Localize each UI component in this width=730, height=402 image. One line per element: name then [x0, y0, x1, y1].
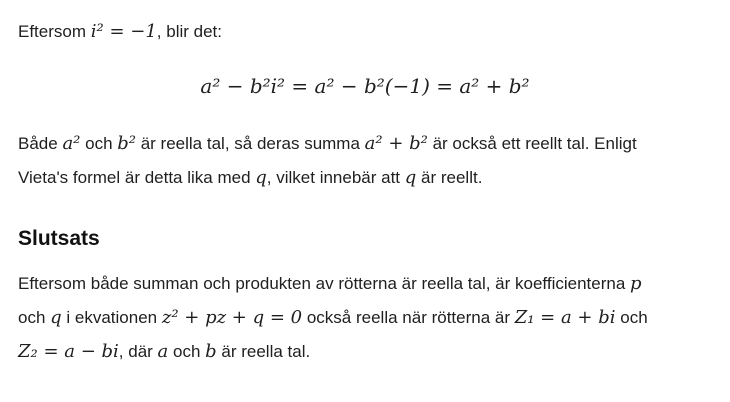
p1-text: är också ett reellt tal. Enligt — [427, 134, 637, 153]
p1-text: och — [80, 134, 118, 153]
paragraph2-line1 — [18, 272, 642, 296]
p1-text: Vieta's formel är detta lika med — [18, 168, 256, 187]
p1-math-sum: a² + b² — [364, 133, 428, 154]
p2-text: också reella när rötterna är — [302, 308, 515, 327]
p2-text: Eftersom både summan och produkten av rötterna är reella tal, är koefficienterna — [18, 274, 631, 293]
p2-math-a: a — [157, 341, 169, 362]
display-equation: a² − b²i² = a² − b²(−1) = a² + b² — [200, 74, 530, 98]
paragraph2-line3 — [18, 340, 310, 364]
paragraph2-line2 — [18, 306, 648, 330]
p1-math-b2: b² — [117, 133, 136, 154]
intro-math: i² = −1 — [90, 21, 157, 42]
p1-math-q: q — [255, 167, 267, 188]
paragraph1-line1 — [18, 132, 637, 156]
p1-text: är reella tal, så deras summa — [136, 134, 365, 153]
p2-math-z1: Z₁ = a + bi — [514, 307, 616, 328]
p2-text: och — [168, 342, 206, 361]
p2-text: och — [615, 308, 648, 327]
intro-line — [18, 20, 222, 44]
p2-math-equation: z² + pz + q = 0 — [161, 307, 303, 328]
p2-text: i ekvationen — [61, 308, 162, 327]
intro-text-before: Eftersom — [18, 22, 91, 41]
p1-math-q: q — [404, 167, 417, 188]
p1-text: är reellt. — [416, 168, 483, 187]
p1-text: Både — [18, 134, 63, 153]
intro-text-after: , blir det: — [156, 22, 222, 41]
p2-math-q: q — [50, 307, 62, 328]
paragraph1-line2 — [18, 166, 482, 190]
p2-math-b: b — [205, 341, 217, 362]
p1-text: , vilket innebär att — [266, 168, 405, 187]
p2-text: , där — [118, 342, 158, 361]
section-heading: Slutsats — [18, 227, 100, 250]
p2-math-z2: Z₂ = a − bi — [18, 341, 119, 362]
p2-math-p: p — [630, 273, 642, 294]
p2-text: är reella tal. — [216, 342, 311, 361]
p2-text: och — [18, 308, 51, 327]
p1-math-a2: a² — [62, 133, 81, 154]
